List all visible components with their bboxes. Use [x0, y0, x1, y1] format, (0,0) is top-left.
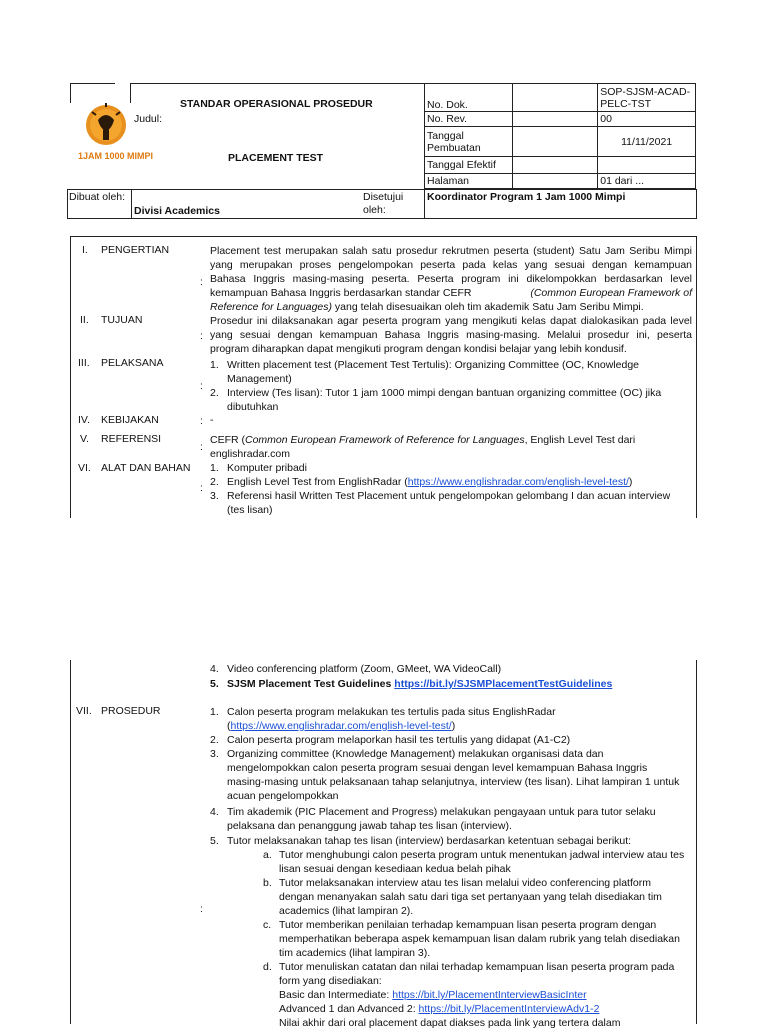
list-number: 1. [210, 706, 219, 718]
basic-interview-link[interactable]: https://bit.ly/PlacementInterviewBasicInter [392, 989, 587, 1001]
text-italic: Reference for Languages) [210, 301, 332, 313]
text-italic: (Common European Framework of [530, 287, 692, 299]
section-title: PELAKSANA [101, 357, 164, 369]
sub-letter: d. [263, 961, 272, 973]
meta-row [425, 112, 696, 127]
referensi-line: englishradar.com [210, 448, 290, 460]
meta-label: No. Rev. [425, 112, 513, 127]
sub-item: dengan menanyakan salah satu dari tiga set pertanyaan yang telah disediakan tim [279, 891, 662, 903]
list-item: pelaksana dan penanggung jawab tahap tes lisan (interview). [227, 820, 512, 832]
text-line: Bahasa Inggris masing-masing peserta. Peserta program ini dikelompokkan berdasarkan level [210, 273, 692, 285]
meta-row [425, 157, 696, 174]
frame-line [70, 83, 115, 84]
list-number: 2. [210, 734, 219, 746]
text-span: yang telah disesuaikan oleh tim akademik Satu Jam Seribu Mimpi. [334, 301, 644, 313]
content-border [696, 660, 697, 1024]
colon: : [200, 276, 203, 288]
list-number: 4. [210, 663, 219, 675]
dibuat-value: Divisi Academics [134, 205, 220, 217]
text-span: CEFR ( [210, 434, 245, 446]
sub-item: Tutor menghubungi calon peserta program untuk menentukan jadwal interview atau tes [279, 849, 685, 861]
content-border [70, 236, 71, 518]
meta-empty [512, 127, 597, 157]
judul-label: Judul: [134, 113, 163, 125]
row-border [696, 189, 697, 218]
guidelines-link[interactable]: https://bit.ly/SJSMPlacementTestGuidelines [394, 678, 613, 690]
section-number: V. [80, 433, 89, 445]
text-span: Advanced 1 dan Advanced 2: [279, 1003, 419, 1015]
meta-empty [512, 157, 597, 174]
list-item: Written placement test (Placement Test Tertulis): Organizing Committee (OC, Knowledge [227, 359, 640, 371]
list-item: mengelompokkan calon peserta program sesuai dengan level kemampuan Bahasa Inggris [227, 762, 648, 774]
section-number: II. [80, 314, 89, 326]
text-span: , English Level Test dari [524, 434, 636, 446]
text-span: English Level Test from EnglishRadar ( [227, 476, 408, 488]
sub-item [279, 988, 587, 1002]
sub-letter: b. [263, 877, 272, 889]
list-item: Calon peserta program melaporkan hasil tes tertulis yang didapat (A1-C2) [227, 734, 571, 746]
sub-item: memperhatikan beberapa aspek kemampuan lisan dalam rubrik yang telah disediakan [279, 933, 680, 945]
meta-row [425, 84, 696, 112]
meta-empty [512, 112, 597, 127]
list-item [227, 677, 612, 691]
row-border [131, 189, 132, 218]
meta-label: Tanggal Efektif [425, 157, 513, 174]
list-item: masing-masing untuk pelaksanaan tahap selanjutnya, interview (tes lisan). Lihat lampiran 1 untuk [227, 776, 680, 788]
pengertian-text [210, 244, 692, 314]
list-item: Organizing committee (Knowledge Management) melakukan organisasi data dan [227, 748, 604, 760]
text-line: Placement test merupakan salah satu prosedur rekrutmen peserta (student) Satu Jam Seribu Mimpi [210, 245, 692, 257]
list-item: Tutor melaksanakan tahap tes lisan (interview) berdasarkan ketentuan sebagai berikut: [227, 835, 632, 847]
meta-empty [512, 174, 597, 189]
sub-item: Tutor melaksanakan interview atau tes lisan melalui video conferencing platform [279, 877, 651, 889]
row-border [67, 189, 697, 190]
row-border [67, 189, 68, 218]
frame-line [130, 83, 424, 84]
list-number: 2. [210, 476, 219, 488]
list-item: acuan pengelompokkan [227, 790, 339, 802]
sub-item: lisan sesuai dengan kesediaan kedua belah pihak [279, 863, 511, 875]
section-title: TUJUAN [101, 314, 143, 326]
sub-letter: c. [263, 919, 272, 931]
text-span: kemampuan Bahasa Inggris berdasarkan standar CEFR [210, 287, 472, 299]
englishradar-link[interactable]: https://www.englishradar.com/english-level-test/ [407, 476, 629, 488]
section-title: ALAT DAN BAHAN [101, 462, 191, 474]
list-number: 3. [210, 490, 219, 502]
colon: : [200, 415, 203, 427]
text-line: yang merupakan proses pengelompokan peserta pada kelas yang sesuai dengan kemampuan [210, 259, 692, 271]
document-meta-table [424, 83, 696, 189]
colon: : [200, 330, 203, 342]
sub-item [279, 1002, 599, 1016]
meta-value: 11/11/2021 [598, 127, 696, 157]
sub-item: Tutor memberikan penilaian terhadap kemampuan lisan peserta program dengan [279, 919, 657, 931]
sub-item: Tutor menuliskan catatan dan nilai terhadap kemampuan lisan peserta program pada [279, 961, 675, 973]
list-number: 3. [210, 748, 219, 760]
text-italic: Common European Framework of Reference for Languages [245, 434, 525, 446]
list-number: 5. [210, 678, 219, 690]
frame-line [70, 83, 71, 103]
text-span: ) [628, 476, 633, 488]
list-item: Interview (Tes lisan): Tutor 1 jam 1000 mimpi dengan bantuan organizing committee (OC) jika [227, 387, 662, 399]
section-number: I. [82, 244, 88, 256]
text-span: ( [227, 720, 231, 732]
colon: : [200, 380, 203, 392]
kebijakan-text: - [210, 414, 214, 426]
row-border [424, 189, 425, 218]
meta-value: 01 dari ... [598, 174, 696, 189]
text-span: ) [451, 720, 456, 732]
section-title: PROSEDUR [101, 705, 161, 717]
section-title: KEBIJAKAN [101, 414, 159, 426]
text-span: SJSM Placement Test Guidelines [227, 678, 392, 690]
list-number: 5. [210, 835, 219, 847]
list-number: 2. [210, 387, 219, 399]
row-border [67, 218, 697, 219]
sub-item: Nilai akhir dari oral placement dapat diakses pada link yang tertera dalam [279, 1017, 621, 1029]
meta-value: SOP-SJSM-ACAD-PELC-TST [598, 84, 696, 112]
tujuan-text [210, 314, 692, 356]
list-item: Referensi hasil Written Test Placement untuk pengelompokan gelombang I dan acuan interview [227, 490, 671, 502]
list-number: 4. [210, 806, 219, 818]
list-number: 1. [210, 462, 219, 474]
list-item: Management) [227, 373, 292, 385]
text-line [210, 286, 692, 300]
list-item [227, 475, 632, 489]
meta-label: Halaman [425, 174, 513, 189]
list-item: Tim akademik (PIC Placement and Progress) melakukan pengayaan untuk para tutor selaku [227, 806, 656, 818]
dibuat-label: Dibuat oleh: [69, 191, 126, 203]
section-number: IV. [78, 414, 90, 426]
colon: : [200, 903, 203, 915]
list-item [227, 719, 455, 733]
meta-empty [512, 84, 597, 112]
text-span: Basic dan Intermediate: [279, 989, 393, 1001]
meta-label: No. Dok. [425, 84, 513, 112]
section-number: VI. [78, 462, 91, 474]
logo-text: 1JAM 1000 MIMPI [78, 151, 154, 161]
referensi-line [210, 433, 635, 447]
colon: : [200, 441, 203, 453]
list-item: dibutuhkan [227, 401, 279, 413]
disetujui-value: Koordinator Program 1 Jam 1000 Mimpi [427, 191, 626, 203]
text-line: Prosedur ini dilaksanakan agar peserta program yang mengikuti kelas dapat dialokasikan pada level [210, 315, 692, 327]
meta-row [425, 127, 696, 157]
list-item: Video conferencing platform (Zoom, GMeet, WA VideoCall) [227, 663, 502, 675]
text-line: yang sesuai dengan kemampuan Bahasa Inggris masing-masing. Melalui prosedur ini, peserta [210, 329, 692, 341]
meta-row [425, 174, 696, 189]
list-number: 1. [210, 359, 219, 371]
sub-item: academics (lihat lampiran 2). [279, 905, 414, 917]
sub-item: tim academics (lihat lampiran 3). [279, 947, 431, 959]
advanced-interview-link[interactable]: https://bit.ly/PlacementInterviewAdv1-2 [418, 1003, 600, 1015]
section-title: REFERENSI [101, 433, 162, 445]
list-item: (tes lisan) [227, 504, 273, 516]
englishradar-link[interactable]: https://www.englishradar.com/english-level-test/ [230, 720, 452, 732]
list-item: Komputer pribadi [227, 462, 307, 474]
document-title: PLACEMENT TEST [228, 152, 324, 164]
sub-item: form yang disediakan: [279, 975, 382, 987]
content-border [696, 236, 697, 518]
text-line [210, 300, 692, 314]
colon: : [200, 482, 203, 494]
meta-value [598, 157, 696, 174]
section-number: VII. [76, 705, 92, 717]
sub-letter: a. [263, 849, 272, 861]
content-border [70, 660, 71, 1024]
meta-label: Tanggal Pembuatan [425, 127, 513, 157]
list-item: Calon peserta program melakukan tes tertulis pada situs EnglishRadar [227, 706, 556, 718]
content-border [70, 236, 697, 237]
disetujui-label: Disetujui oleh: [363, 191, 404, 216]
header-title: STANDAR OPERASIONAL PROSEDUR [180, 98, 373, 110]
section-title: PENGERTIAN [101, 244, 170, 256]
text-line: program diharapkan dapat mengikuti program dengan kondisi belajar yang lebih kondusif. [210, 343, 627, 355]
meta-value: 00 [598, 112, 696, 127]
section-number: III. [78, 357, 90, 369]
